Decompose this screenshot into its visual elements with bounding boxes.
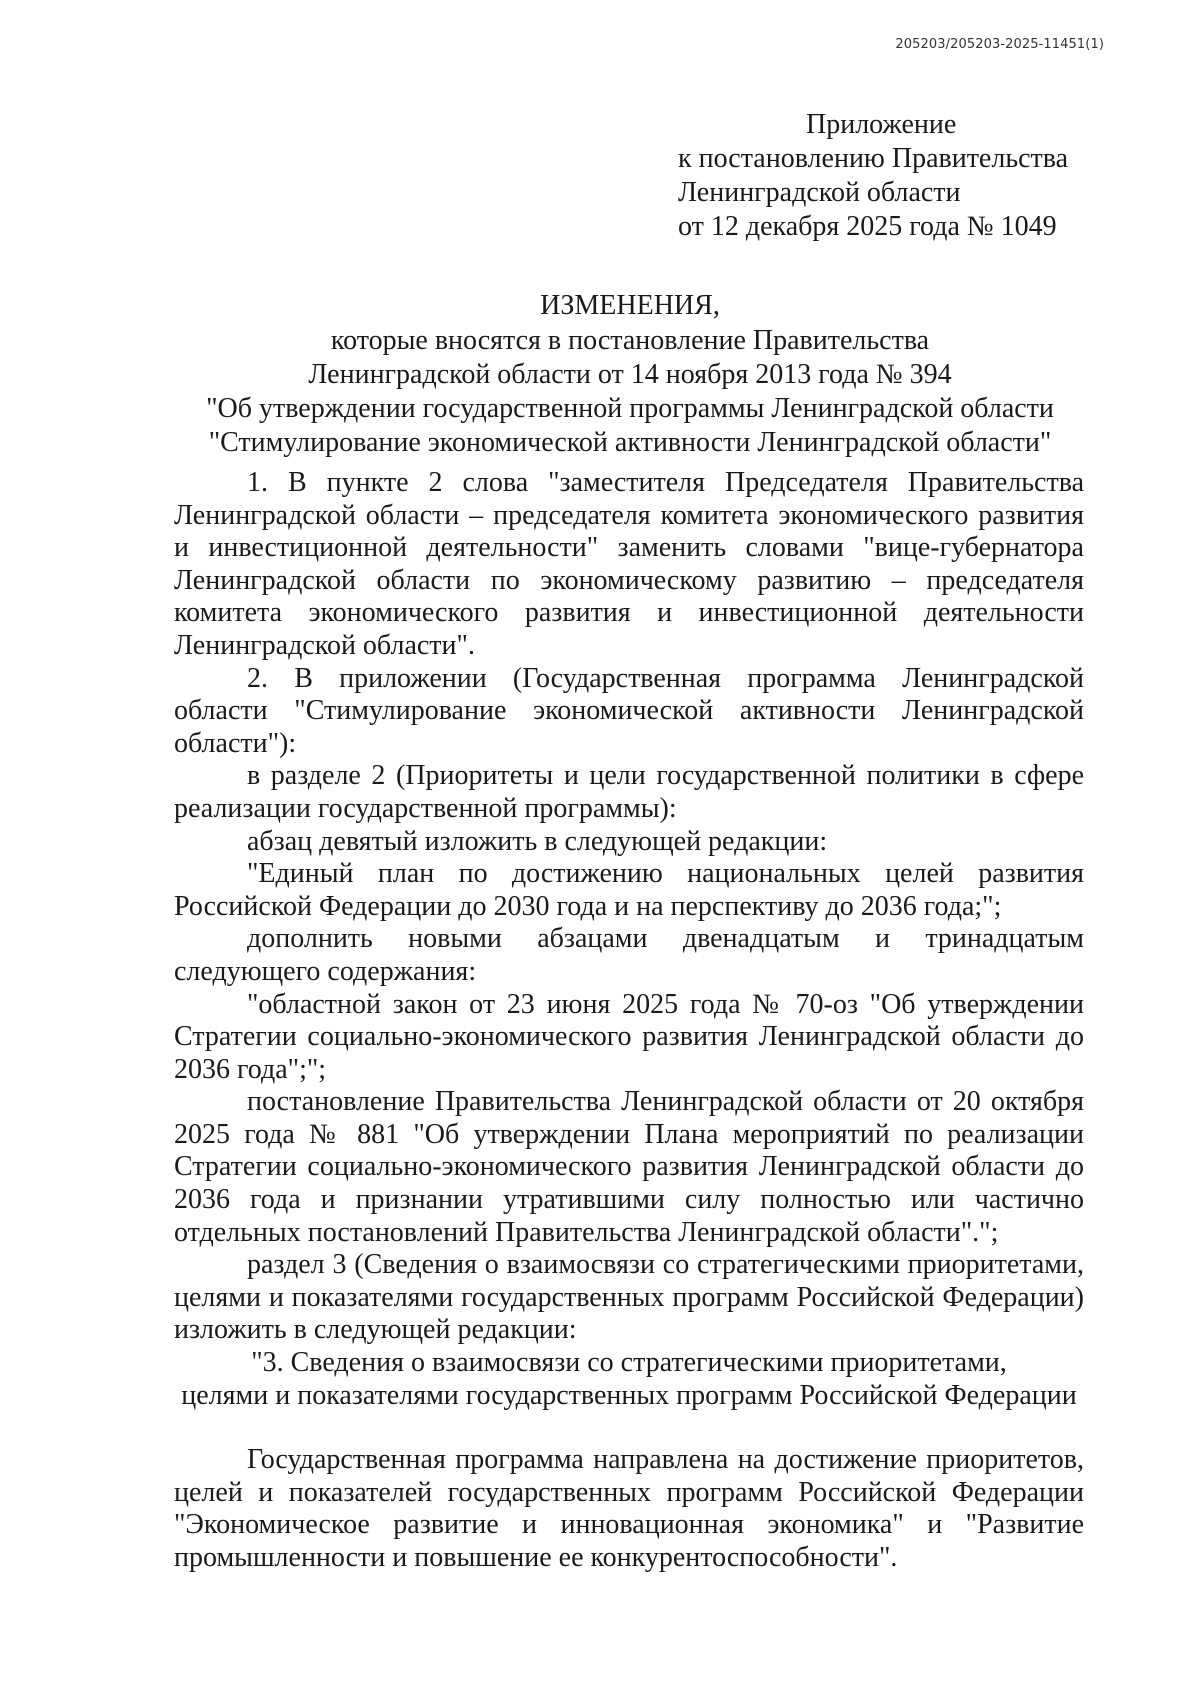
- paragraph-5: "Единый план по достижению национальных целей развития Российской Федерации до 2030 года и на перспективу до 2036 года;";: [174, 858, 1084, 922]
- paragraph-10: Государственная программа направлена на достижение приоритетов, целей и показателей государственных программ Российской Федерации "Экономическое развитие и инновационная экономика" и "Развитие промышленности и повышение ее конкурентоспособности".: [174, 1444, 1084, 1573]
- title-line-3: "Об утверждении государственной программы Ленинградской области: [206, 393, 1054, 424]
- document-id: 205203/205203-2025-11451(1): [895, 37, 1104, 52]
- title-line-2: Ленинградской области от 14 ноября 2013 года № 394: [308, 359, 952, 390]
- document-body: [174, 467, 1084, 1575]
- paragraph-2: 2. В приложении (Государственная программа Ленинградской области "Стимулирование экономической активности Ленинградской области"):: [174, 662, 1084, 759]
- paragraph-6: дополнить новыми абзацами двенадцатым и тринадцатым следующего содержания:: [174, 923, 1084, 987]
- section-heading-line-2: целями и показателями государственных программ Российской Федерации: [181, 1379, 1077, 1411]
- appendix-block: [678, 108, 1068, 244]
- paragraph-4: абзац девятый изложить в следующей редакции:: [247, 825, 828, 857]
- paragraph-3: в разделе 2 (Приоритеты и цели государственной политики в сфере реализации государственной программы):: [174, 760, 1084, 824]
- appendix-resolution-line: к постановлению Правительства: [678, 143, 1069, 174]
- appendix-region-line: Ленинградской области: [678, 177, 961, 208]
- paragraph-7: "областной закон от 23 июня 2025 года № 70-оз "Об утверждении Стратегии социально-экономического развития Ленинградской области до 2036 года";";: [174, 988, 1084, 1085]
- document-title: [170, 289, 1090, 460]
- appendix-date-line: от 12 декабря 2025 года № 1049: [678, 211, 1057, 242]
- title-line-1: которые вносятся в постановление Правительства: [330, 325, 930, 356]
- title-heading: ИЗМЕНЕНИЯ,: [540, 290, 720, 321]
- paragraph-8: постановление Правительства Ленинградской области от 20 октября 2025 года № 881 "Об утверждении Плана мероприятий по реализации Стратегии социально-экономического развития Ленинградской области до 2036 года и признании утратившими силу полностью или частично отдельных постановлений Правительства Ленинградской области".";: [174, 1086, 1084, 1248]
- paragraph-1: 1. В пункте 2 слова "заместителя Председателя Правительства Ленинградской области – председателя комитета экономического развития и инвестиционной деятельности" заменить словами "вице-губернатора Ленинградской области по экономическому развитию – председателя комитета экономического развития и инвестиционной деятельности Ленинградской области".: [174, 467, 1084, 661]
- appendix-label: Приложение: [806, 109, 957, 140]
- title-line-4: "Стимулирование экономической активности Ленинградской области": [208, 427, 1052, 458]
- section-heading-line-1: "3. Сведения о взаимосвязи со стратегическими приоритетами,: [251, 1347, 1007, 1379]
- paragraph-9: раздел 3 (Сведения о взаимосвязи со стратегическими приоритетами, целями и показателями государственных программ Российской Федерации) изложить в следующей редакции:: [174, 1249, 1084, 1346]
